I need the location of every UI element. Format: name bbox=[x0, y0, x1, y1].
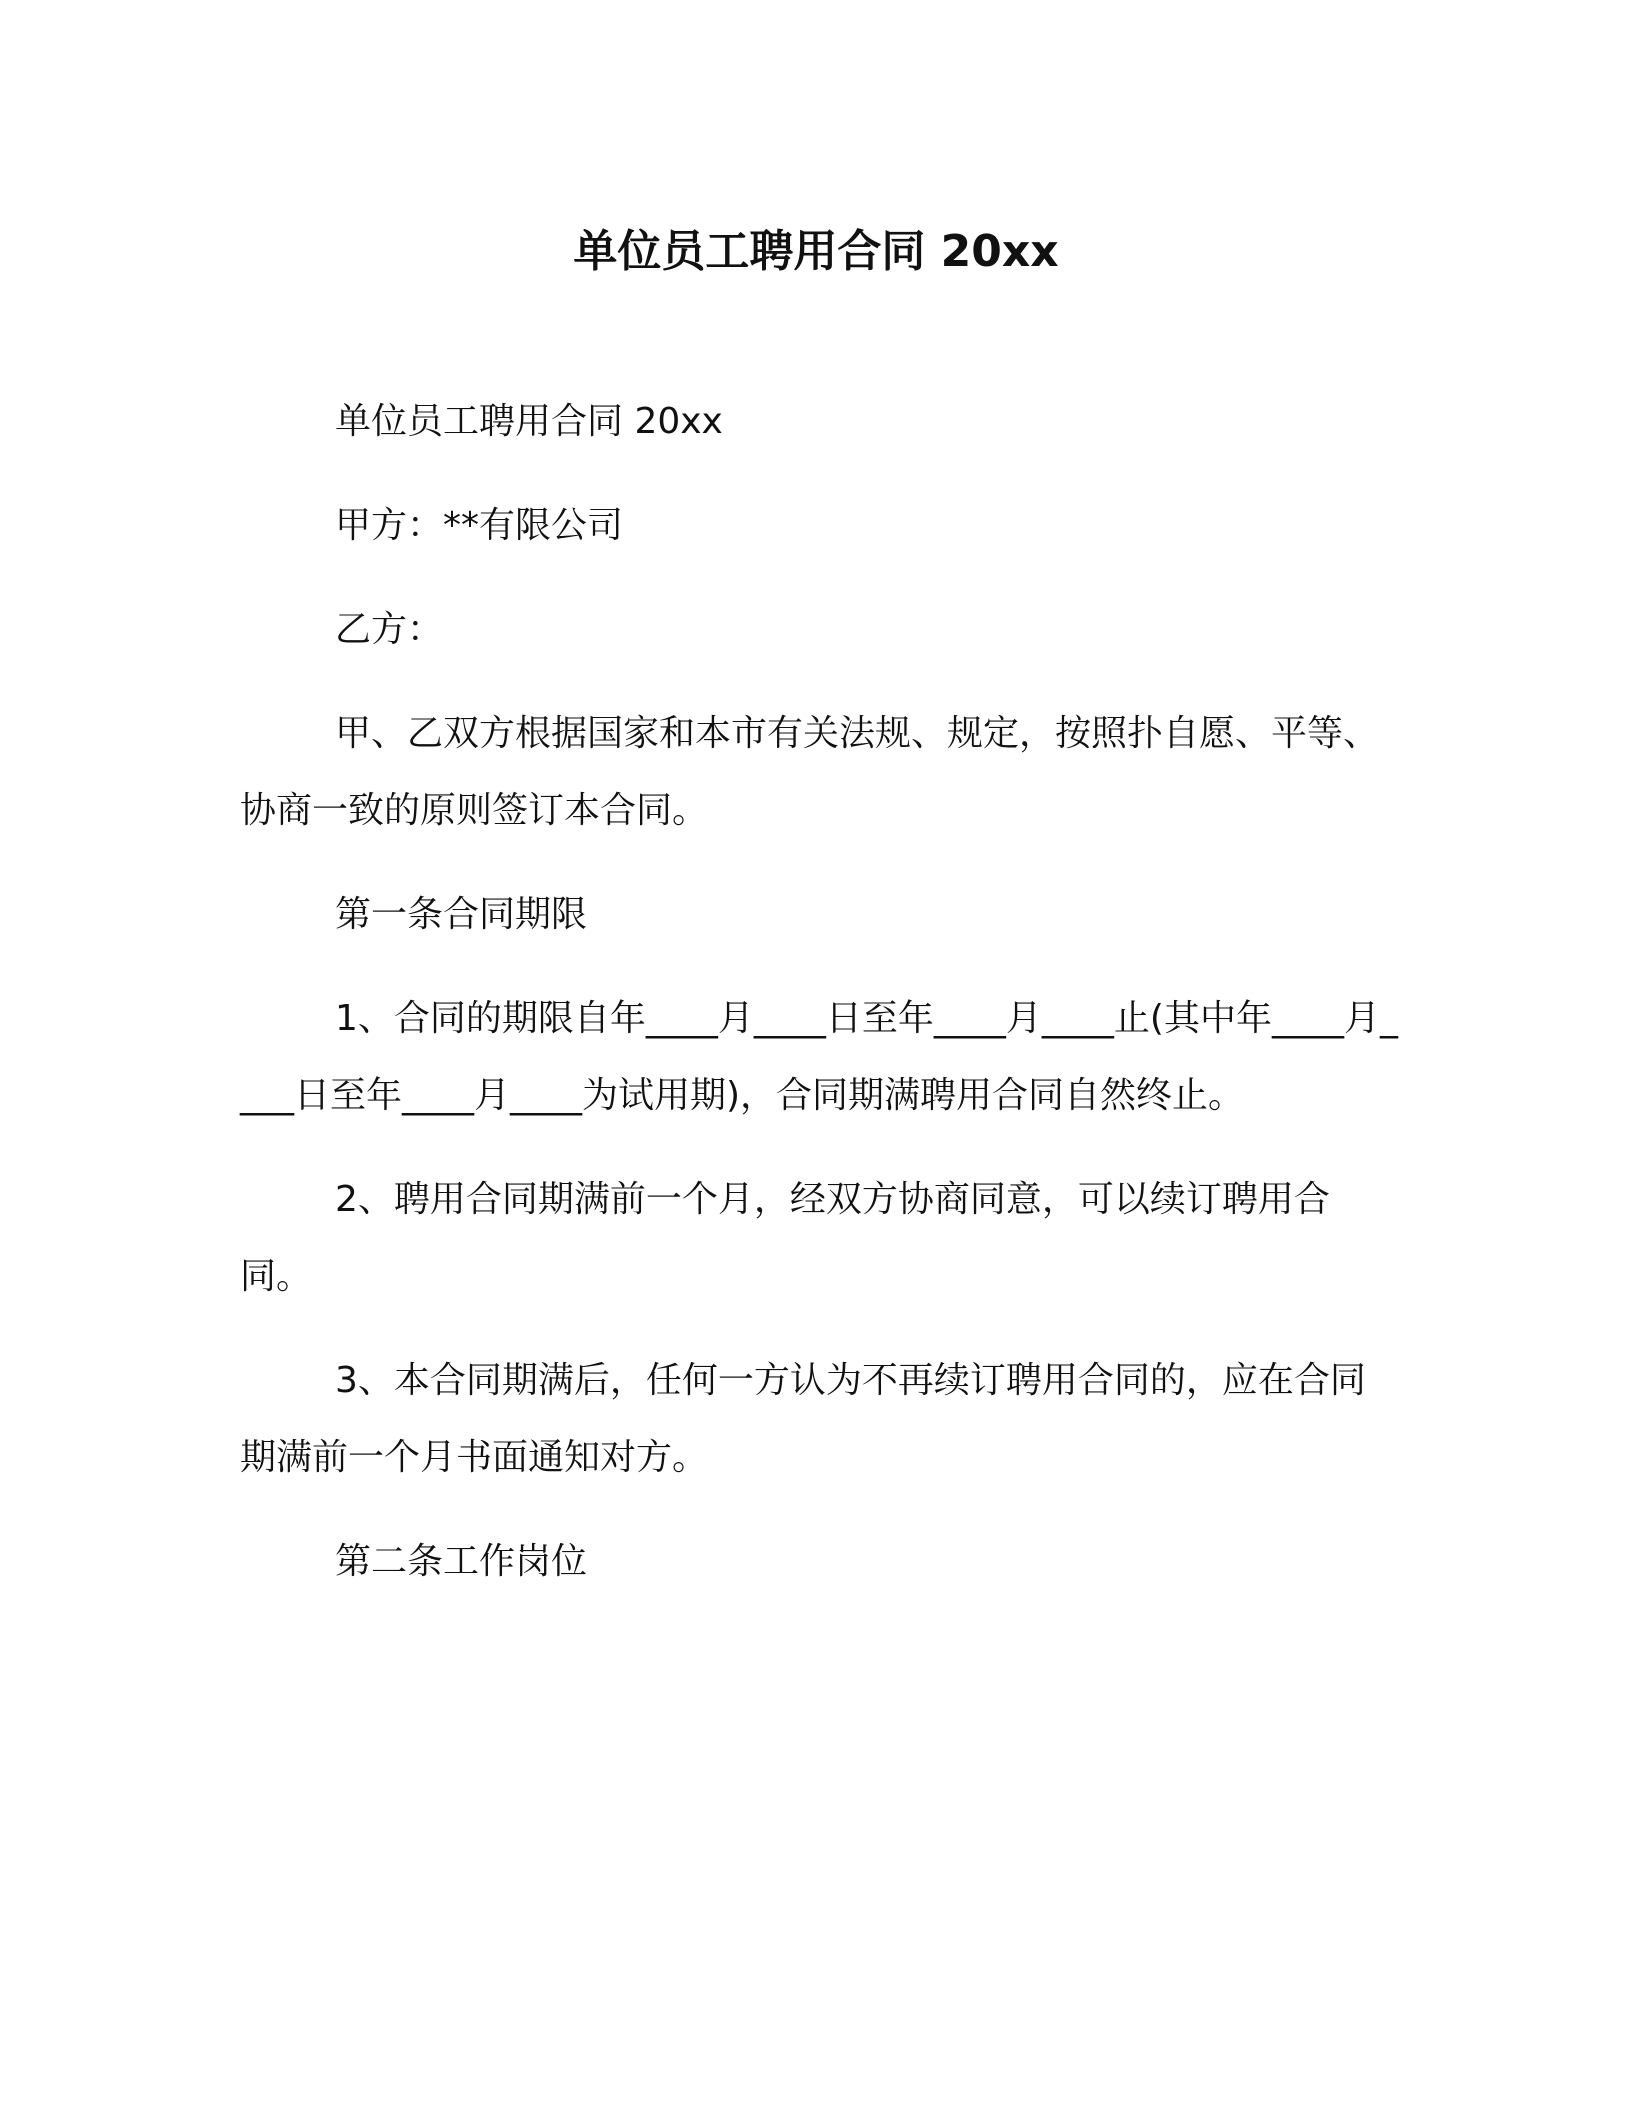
section-heading-position: 第二条工作岗位 bbox=[335, 1541, 588, 1582]
paragraph-party-a: 甲方：**有限公司 bbox=[335, 505, 624, 546]
paragraph-preamble: 甲、乙双方根据国家和本市有关法规、规定，按照扑自愿、平等、协商一致的原则签订本合同。 bbox=[240, 713, 1380, 831]
section-heading-term: 第一条合同期限 bbox=[335, 894, 588, 935]
document-title: 单位员工聘用合同 20xx bbox=[573, 226, 1059, 277]
clause-1-3: 3、本合同期满后，任何一方认为不再续订聘用合同的，应在合同期满前一个月书面通知对方。 bbox=[240, 1360, 1366, 1478]
clause-1-2: 2、聘用合同期满前一个月，经双方协商同意，可以续订聘用合同。 bbox=[240, 1179, 1330, 1297]
document-body bbox=[240, 383, 1400, 1627]
paragraph-party-b: 乙方： bbox=[335, 609, 444, 650]
paragraph-contract-name: 单位员工聘用合同 20xx bbox=[335, 401, 723, 442]
clause-1-1: 1、合同的期限自年____月____日至年____月____止(其中年____月____日至年____月____为试用期)，合同期满聘用合同自然终止。 bbox=[240, 998, 1398, 1116]
